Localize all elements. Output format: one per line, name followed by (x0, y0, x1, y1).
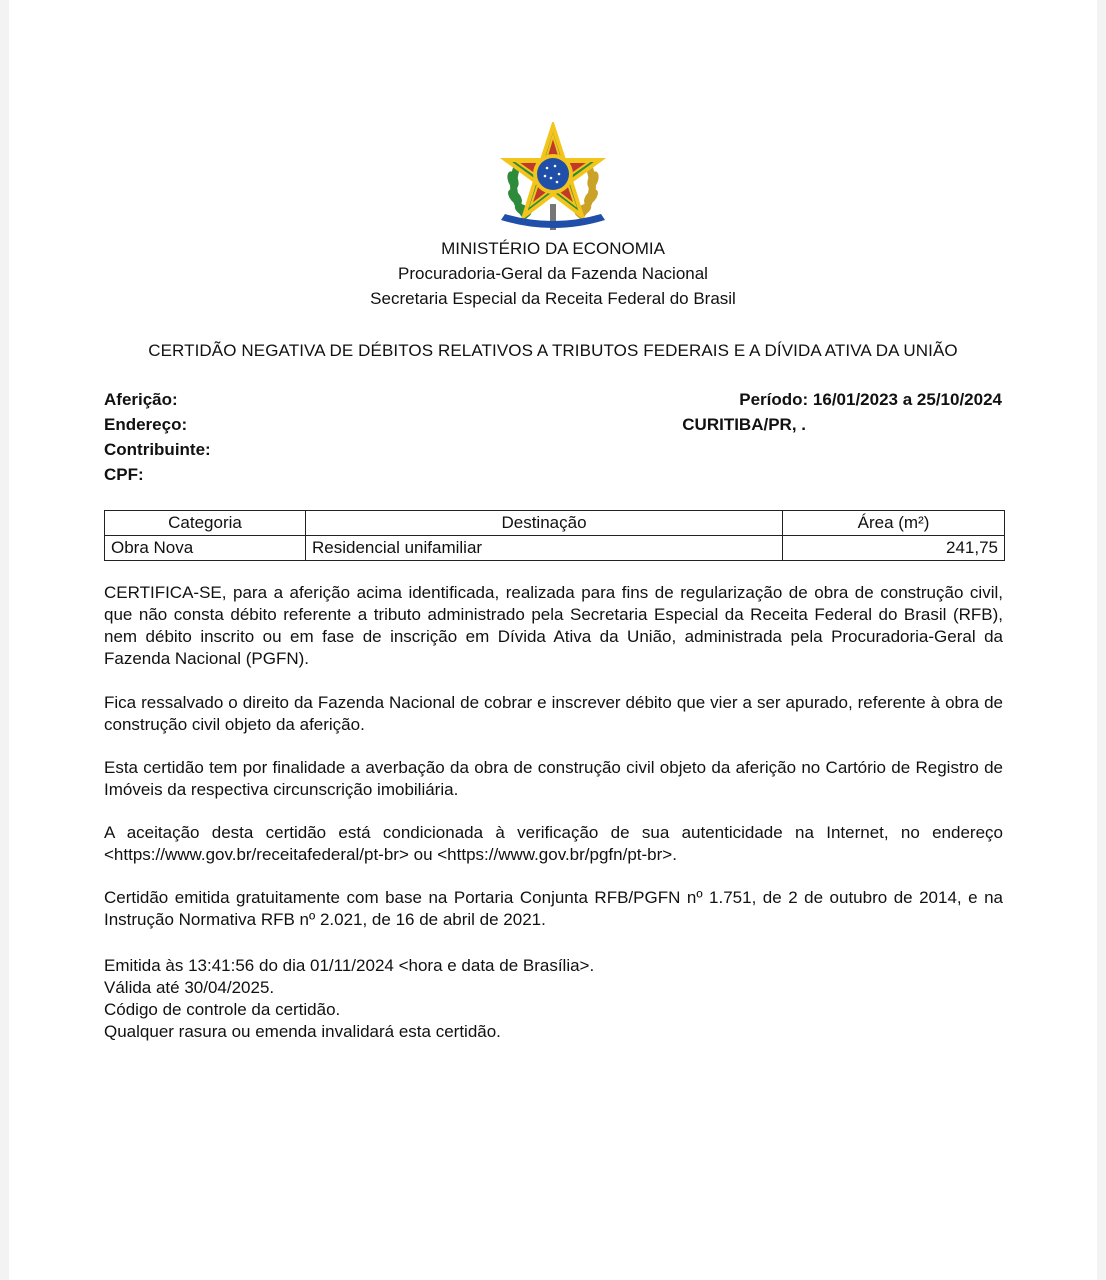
table-cell: 241,75 (783, 536, 1005, 561)
finalidade-paragraph: Esta certidão tem por finalidade a averbação da obra de construção civil objeto da aferição no Cartório de Registro de Imóveis da respectiva circunscrição imobiliária. (104, 758, 1003, 799)
brazil-coat-of-arms-emblem (497, 122, 609, 234)
document-title: CERTIDÃO NEGATIVA DE DÉBITOS RELATIVOS A TRIBUTOS FEDERAIS E A DÍVIDA ATIVA DA UNIÃO (148, 341, 958, 360)
table-cell: Obra Nova (105, 536, 306, 561)
ressalva-paragraph: Fica ressalvado o direito da Fazenda Nacional de cobrar e inscrever débito que vier a ser apurado, referente à obra de construção civil objeto da aferição. (104, 693, 1003, 734)
cpf-label: CPF: (104, 465, 144, 484)
table-header-row (105, 511, 1005, 536)
codigo-line: Código de controle da certidão. (104, 1000, 341, 1019)
obra-table (104, 510, 1005, 561)
rasura-line: Qualquer rasura ou emenda invalidará esta certidão. (104, 1022, 501, 1041)
pgfn-heading: Procuradoria-Geral da Fazenda Nacional (398, 264, 708, 283)
rfb-heading: Secretaria Especial da Receita Federal do Brasil (370, 289, 736, 308)
table-header-cell: Categoria (105, 511, 306, 536)
contribuinte-label: Contribuinte: (104, 440, 211, 459)
certifica-paragraph: CERTIFICA-SE, para a aferição acima identificada, realizada para fins de regularização de obra de construção civil, que não consta débito referente a tributo administrado pela Secretaria Especial da Receita Federal do Brasil (RFB), nem débito inscrito ou em fase de inscrição em Dívida Ativa da União, administrada pela Procuradoria-Geral da Fazenda Nacional (PGFN). (104, 583, 1003, 668)
periodo-value: Período: 16/01/2023 a 25/10/2024 (739, 390, 1002, 409)
autenticidade-paragraph: A aceitação desta certidão está condicionada à verificação de sua autenticidade na Internet, no endereço <https://www.gov.br/receitafederal/pt-br> ou <https://www.gov.br/pgfn/pt-br>. (104, 823, 1003, 864)
table-row (105, 536, 1005, 561)
endereco-label: Endereço: (104, 415, 188, 434)
table-header-cell: Área (m²) (783, 511, 1005, 536)
base-legal-paragraph: Certidão emitida gratuitamente com base na Portaria Conjunta RFB/PGFN nº 1.751, de 2 de outubro de 2014, e na Instrução Normativa RFB nº 2.021, de 16 de abril de 2021. (104, 888, 1003, 929)
valida-line: Válida até 30/04/2025. (104, 978, 275, 997)
table-header-cell: Destinação (306, 511, 783, 536)
cidade-value: CURITIBA/PR, . (682, 415, 806, 434)
afericao-label: Aferição: (104, 390, 178, 409)
ministry-heading: MINISTÉRIO DA ECONOMIA (441, 239, 665, 258)
emitida-line: Emitida às 13:41:56 do dia 01/11/2024 <hora e data de Brasília>. (104, 956, 595, 975)
table-cell: Residencial unifamiliar (306, 536, 783, 561)
